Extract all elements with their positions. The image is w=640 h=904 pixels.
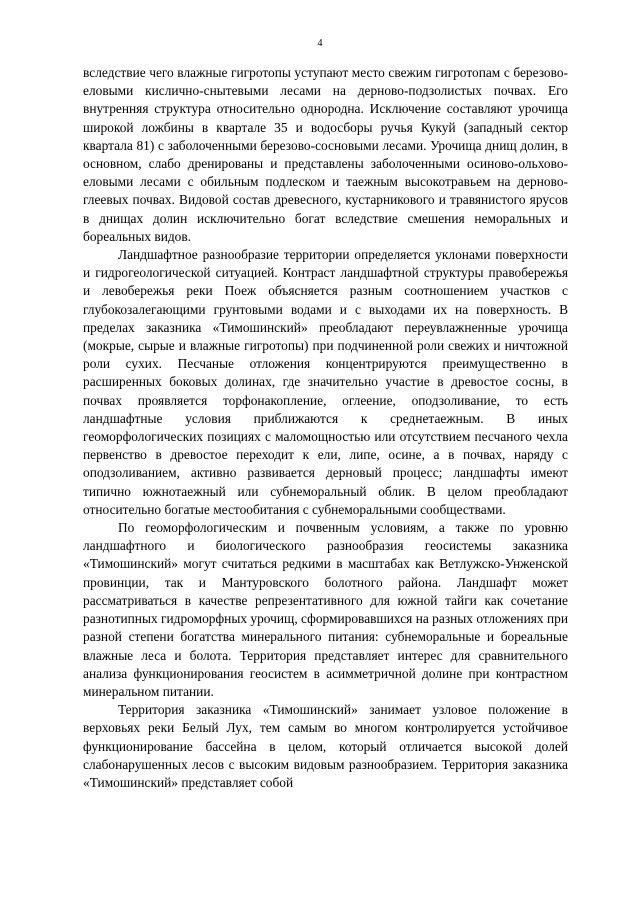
paragraph-territory-position: Территория заказника «Тимошинский» занимает узловое положение в верховьях реки Белый Лух, тем самым во многом контролируется устойчивое функционирование бассейна в целом, который отличается высокой долей слабонарушенных лесов с высоким видовым разнообразием. Территория заказника «Тимошинский» представляет собой (83, 702, 568, 790)
paragraph-landscape-diversity: Ландшафтное разнообразие территории определяется уклонами поверхности и гидрогеологической ситуацией. Контраст ландшафтной структуры правобережья и левобережья реки Поеж объясняется разным соотношением участков с глубокозалегающими грунтовыми водами и с выходами их на поверхность. В пределах заказника «Тимошинский» преобладают переувлажненные урочища (мокрые, сырые и влажные гигротопы) при подчиненной роли свежих и ничтожной роли сухих. Песчаные отложения концентрируются преимущественно в расширенных боковых долинах, где значительно участие в древостое сосны, в почвах проявляется торфонакопление, оглеение, оподзоливание, то есть ландшафтные условия приближаются к среднетаежным. В иных геоморфологических позициях с маломощностью или отсутствием песчаного чехла первенство в древостое переходит к ели, липе, осине, а в почвах, наряду с оподзоливанием, активно развивается дерновый процесс; ландшафты имеют типично южнотаежный или субнеморальный облик. В целом преобладают относительно богатые местообитания с субнеморальными сообществами. (83, 247, 568, 517)
page-number: 4 (317, 38, 323, 49)
paragraph-continuation: вследствие чего влажные гигротопы уступают место свежим гигротопам с березово-еловыми кислично-снытевыми лесами на дерново-подзолистых почвах. Его внутренняя структура относительно однородна. Исключение составляют урочища широкой ложбины в квартале 35 и водосборы ручья Кукуй (западный сектор квартала 81) с заболоченными березово-сосновыми лесами. Урочища днищ долин, в основном, слабо дренированы и представлены заболоченными осиново-ольхово-еловыми лесами с обильным подлеском и таежным высокотравьем на дерново-глеевых почвах. Видовой состав древесного, кустарникового и травянистого ярусов в днищах долин исключительно богат вследствие смешения неморальных и бореальных видов. (83, 65, 568, 244)
body-text (83, 64, 568, 792)
paragraph-geomorphology: По геоморфологическим и почвенным условиям, а также по уровню ландшафтного и биологического разнообразия геосистемы заказника «Тимошинский» могут считаться редкими в масштабах как Ветлужско-Унженской провинции, так и Мантуровского болотного района. Ландшафт может рассматриваться в качестве репрезентативного для южной тайги как сочетание разнотипных гидроморфных урочищ, сформировавшихся на разных отложениях при разной степени богатства минерального питания: субнеморальные и бореальные влажные леса и болота. Территория представляет интерес для сравнительного анализа функционирования геосистем в асимметричной долине при контрастном минеральном питании. (83, 520, 568, 699)
